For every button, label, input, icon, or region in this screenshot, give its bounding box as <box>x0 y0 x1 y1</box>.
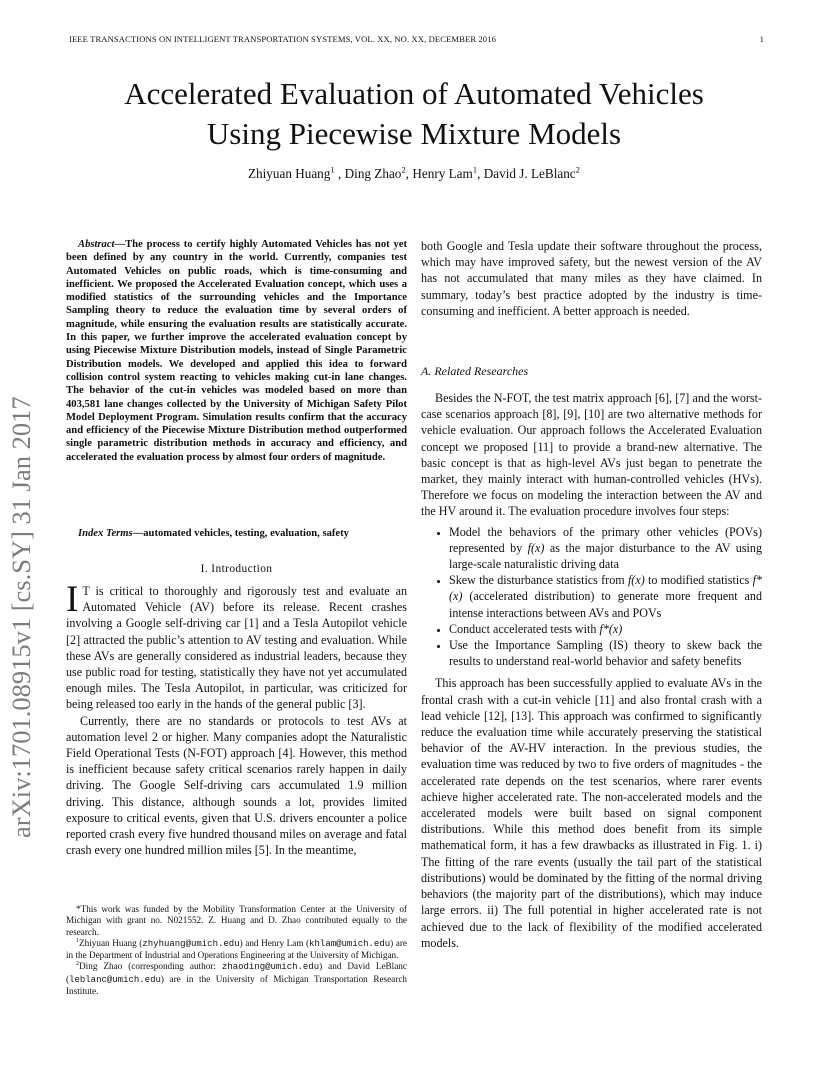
running-head-text: IEEE TRANSACTIONS ON INTELLIGENT TRANSPORTATION SYSTEMS, VOL. XX, NO. XX, DECEMBER 2016 <box>69 34 497 44</box>
section-heading-introduction: I. Introduction <box>200 563 273 575</box>
paper-title <box>60 74 768 154</box>
affiliation-mark: 1 <box>472 164 478 175</box>
right-column-top-paragraph <box>421 238 762 319</box>
page-number: 1 <box>759 34 764 44</box>
email-link[interactable]: khlam@umich.edu <box>309 938 391 949</box>
arxiv-stamp <box>6 396 36 838</box>
footnote-2 <box>66 961 407 997</box>
list-item-text: Skew the disturbance statistics from <box>449 573 628 588</box>
title-line-2: Using Piecewise Mixture Models <box>206 116 622 151</box>
footnote-text: ) and Henry Lam ( <box>239 937 310 948</box>
footnote-mark: 2 <box>76 961 80 968</box>
drop-cap: I <box>66 579 79 620</box>
author-name: David J. LeBlanc <box>483 166 576 181</box>
related-paragraph: Besides the N-FOT, the test matrix approach [6], [7] and the worst-case scenarios approach [8], [9], [10] are two alternative methods for vehicle evaluation. Our approach follows the Accelerated Evaluation concept we proposed [11] to provide a brand-new alternative. The basic concept is that as high-level AVs just began to penetrate the market, they mainly interact with human-controlled vehicles (HVs). Therefore we focus on modeling the interaction between the AV and the HV around it. The evaluation procedure involves four steps: <box>421 391 762 519</box>
math-symbol: f*(x) <box>449 573 762 604</box>
continued-paragraph: both Google and Tesla update their software throughout the process, which may have improved safety, but the newest version of the AV has not accumulated that many miles as they have claimed. In summary, today’s best practice adopted by the industry is time-consuming and inefficient. A better approach is needed. <box>421 239 762 318</box>
affiliation-mark: 2 <box>401 164 406 175</box>
author-name: Henry Lam <box>412 166 473 181</box>
email-link[interactable]: zhyhuang@umich.edu <box>142 938 240 949</box>
abstract-text: The process to certify highly Automated Vehicles has not yet been defined by any country in the world. Currently, companies test Automated Vehicles on public roads, which is time-consuming and inefficient. We proposed the Accelerated Evaluation concept, which uses a modified statistics of the surrounding vehicles and the Importance Sampling theory to reduce the evaluation time by several orders of magnitude, while ensuring the evaluation results are statistically accurate. In this paper, we further improve the accelerated evaluation concept by using Piecewise Mixture Distribution models, instead of Single Parametric Distribution models. We developed and applied this idea to forward collision control system reacting to vehicles making cut-in lane changes. The behavior of the cut-in vehicles was modeled based on more than 403,581 lane changes collected by the University of Michigan Safety Pilot Model Deployment Program. Simulation results confirm that the accuracy and efficiency of the Piecewise Mixture Distribution method outperformed single parametric distribution methods in accuracy and efficiency, and accelerated the evaluation process by almost four orders of magnitude. <box>66 239 407 463</box>
author-list <box>60 166 768 182</box>
intro-paragraph-1 <box>66 579 407 713</box>
abstract: Abstract—The process to certify highly Automated Vehicles has not yet been defined by any country in the world. Currently, companies test Automated Vehicles on public roads, which is time-consuming and inefficient. We proposed the Accelerated Evaluation concept, which uses a modified statistics of the surrounding vehicles and the Importance Sampling theory to reduce the evaluation time by several orders of magnitude, while ensuring the evaluation results are statistically accurate. In this paper, we further improve the accelerated evaluation concept by using Piecewise Mixture Distribution models, instead of Single Parametric Distribution models. We developed and applied this idea to forward collision control system reacting to vehicles making cut-in lane changes. The behavior of the cut-in vehicles was modeled based on more than 403,581 lane changes collected by the University of Michigan Safety Pilot Model Deployment Program. Simulation results confirm that the accuracy and efficiency of the Piecewise Mixture Distribution method outperformed single parametric distribution methods in accuracy and efficiency, and accelerated the evaluation process by almost four orders of magnitude. <box>66 239 407 463</box>
list-item-text: to modified statistics <box>644 573 753 588</box>
index-terms-text: automated vehicles, testing, evaluation, safety <box>143 528 349 539</box>
footnote-1 <box>66 938 407 962</box>
author-separator: , <box>477 166 484 181</box>
list-item <box>449 572 762 621</box>
list-item-text: Model the behaviors of the primary other vehicles (POVs) represented by <box>449 524 762 555</box>
math-symbol: f(x) <box>627 573 645 588</box>
email-link[interactable]: leblanc@umich.edu <box>69 974 161 985</box>
arxiv-stamp-text: arXiv:1701.08915v1 [cs.SY] 31 Jan 2017 <box>6 396 36 838</box>
footnote-mark: 1 <box>76 937 80 944</box>
footnote-text: Ding Zhao (corresponding author: <box>79 961 222 972</box>
introduction-body <box>66 579 407 858</box>
approach-paragraph: This approach has been successfully applied to evaluate AVs in the frontal crash with a cut-in vehicle [11] and also frontal crash with a lead vehicle [12], [13]. This approach was confirmed to significantly reduce the evaluation time while accurately preserving the statistical behavior of the AV-HV interaction. In the previous studies, the evaluation time was reduced by two to five orders of magnitudes - the accelerated rate depends on the test scenarios, where rarer events achieve higher accelerated rate. The non-accelerated models and the accelerated models were built based on signal component distributions. While this method does benefit from its simple mathematical form, it has a few drawbacks as illustrated in Fig. 1. i) The fitting of the rare events (usually the tail part of the statistical distributions) would be dominated by the fitting of the normal driving behaviors (the majority part of the distributions), which may induce large errors. ii) The full potential in higher accelerated rate is not achieved due to the lack of flexibility of the modified accelerated models. <box>421 676 762 950</box>
running-header <box>69 34 764 44</box>
index-terms: Index Terms—automated vehicles, testing, evaluation, safety <box>78 528 349 539</box>
procedure-steps-list <box>421 524 762 670</box>
index-terms-label: Index Terms <box>78 528 133 539</box>
footnote-text: ) are in the University of Michigan Transportation Research Institute. <box>66 973 407 997</box>
list-item-text: as the major disturbance to the AV using large-scale naturalistic driving data <box>449 540 763 572</box>
related-researches-body <box>421 390 762 951</box>
footnotes <box>66 904 407 997</box>
math-symbol: f*(x) <box>599 621 623 636</box>
footnote-text: Zhiyuan Huang ( <box>79 937 143 948</box>
author-name: Ding Zhao <box>344 166 402 181</box>
affiliation-mark: 1 <box>330 164 335 175</box>
abstract-label: Abstract <box>78 239 115 250</box>
author-separator: , <box>334 166 345 181</box>
intro-paragraph-2: Currently, there are no standards or protocols to test AVs at automation level 2 or higher. Many companies adopt the Naturalistic Field Operational Tests (N-FOT) approach [4]. However, this method is inefficient because safety critical scenarios rarely happen in daily driving. The Google Self-driving cars accumulated 1.9 million driving. This distance, although sounds a lot, provides limited exposure to critical events, given that U.S. drivers encounter a police reported crash every five hundred thousand miles on average and fatal crash every one hundred million miles [5]. In the meantime, <box>66 713 407 858</box>
title-line-1: Accelerated Evaluation of Automated Vehicles <box>124 76 704 111</box>
subsection-heading-related-researches: A. Related Researches <box>421 364 529 378</box>
email-link[interactable]: zhaoding@umich.edu <box>221 962 320 973</box>
list-item <box>449 524 762 573</box>
author-separator: , <box>405 166 413 181</box>
list-item-text: (accelerated distribution) to generate more frequent and intense interactions between AVs and POVs <box>449 589 762 620</box>
footnote-text: ) and David LeBlanc ( <box>66 961 407 984</box>
affiliation-mark: 2 <box>575 164 581 175</box>
math-symbol: f(x) <box>527 540 545 555</box>
list-item-text: Conduct accelerated tests with <box>449 621 600 636</box>
footnote-text: ) are in the Department of Industrial and Operations Engineering at the University of Michigan. <box>66 937 408 961</box>
list-item <box>449 637 762 669</box>
intro-paragraph-1-text: T is critical to thoroughly and rigorously test and evaluate an Automated Vehicle (AV) before its release. Recent crashes involving a Google self-driving car [1] and a Tesla Autopilot vehicle [2] attracted the public’s attention to AV testing and evaluation. While these AVs are generally considered as industrial leaders, because they use public road for testing, statistically they have not yet accumulated enough miles. The Tesla Autopilot, in particular, was criticized for being released too early in the hands of the general public [3]. <box>66 584 407 712</box>
list-item <box>449 621 762 637</box>
funding-footnote: *This work was funded by the Mobility Transformation Center at the University of Michigan with grant no. N021552. Z. Huang and D. Zhao contributed equally to the research. <box>66 904 407 937</box>
author-name: Zhiyuan Huang <box>247 166 331 181</box>
list-item-text: Use the Importance Sampling (IS) theory to skew back the results to understand real-world behavior and safety benefits <box>449 638 762 669</box>
